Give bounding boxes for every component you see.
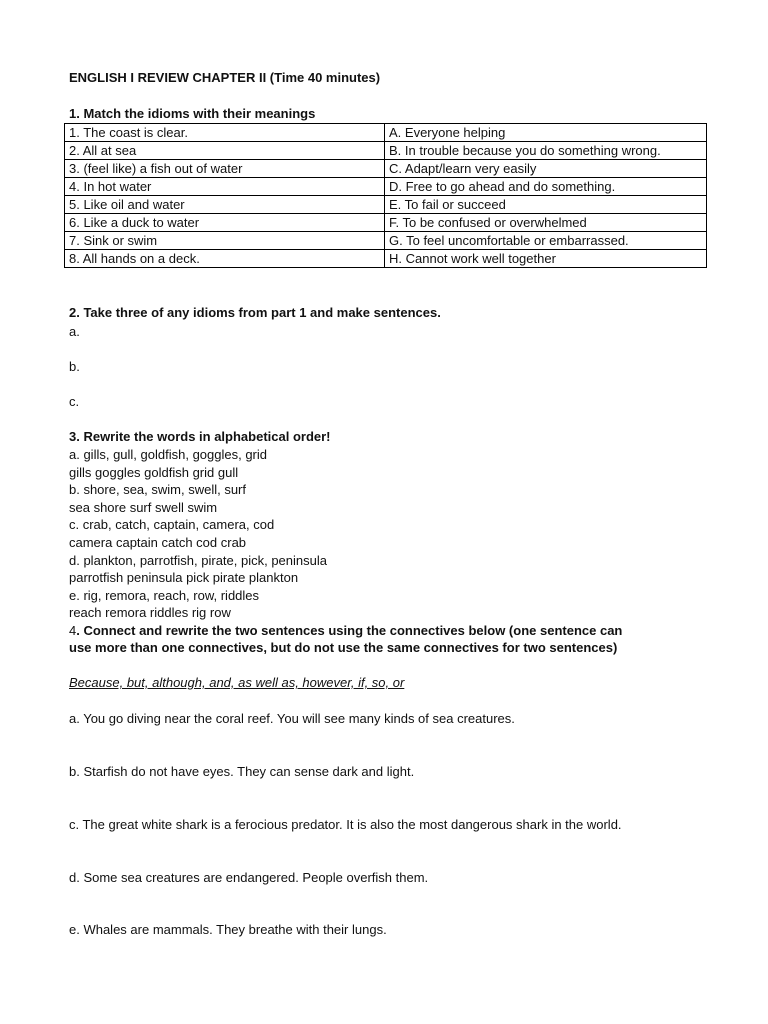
- section3-line: parrotfish peninsula pick pirate plankton: [69, 570, 299, 585]
- table-row: [65, 124, 707, 142]
- section3-line: c. crab, catch, captain, camera, cod: [69, 517, 275, 532]
- idiom-cell: 8. All hands on a deck.: [65, 250, 385, 268]
- section3-heading: 3. Rewrite the words in alphabetical order!: [69, 429, 331, 444]
- section3-line: gills goggles goldfish grid gull: [69, 465, 239, 480]
- page-title: ENGLISH I REVIEW CHAPTER II (Time 40 minutes): [69, 70, 381, 85]
- section2-answer-b: b.: [69, 359, 80, 374]
- section4-item-a: a. You go diving near the coral reef. You will see many kinds of sea creatures.: [69, 711, 515, 726]
- section4-heading-text: . Connect and rewrite the two sentences using the connectives below (one sentence can: [76, 623, 623, 638]
- section4-item-b: b. Starfish do not have eyes. They can sense dark and light.: [69, 764, 415, 779]
- section1-heading: 1. Match the idioms with their meanings: [69, 106, 316, 121]
- section3-line: camera captain catch cod crab: [69, 535, 247, 550]
- meaning-cell: E. To fail or succeed: [385, 196, 707, 214]
- table-row: [65, 142, 707, 160]
- section4-item-e: e. Whales are mammals. They breathe with their lungs.: [69, 922, 387, 937]
- meaning-cell: F. To be confused or overwhelmed: [385, 214, 707, 232]
- idiom-cell: 1. The coast is clear.: [65, 124, 385, 142]
- section3-line: reach remora riddles rig row: [69, 605, 231, 620]
- meaning-cell: H. Cannot work well together: [385, 250, 707, 268]
- section2-heading: 2. Take three of any idioms from part 1 and make sentences.: [69, 305, 441, 320]
- section4-number: 4: [69, 623, 77, 638]
- meaning-cell: C. Adapt/learn very easily: [385, 160, 707, 178]
- table-row: [65, 232, 707, 250]
- section3-line: e. rig, remora, reach, row, riddles: [69, 588, 260, 603]
- meaning-cell: D. Free to go ahead and do something.: [385, 178, 707, 196]
- section3-line: d. plankton, parrotfish, pirate, pick, peninsula: [69, 553, 327, 568]
- table-row: [65, 178, 707, 196]
- section3-line: b. shore, sea, swim, swell, surf: [69, 482, 246, 497]
- idioms-table: [64, 123, 707, 268]
- meaning-cell: A. Everyone helping: [385, 124, 707, 142]
- idiom-cell: 6. Like a duck to water: [65, 214, 385, 232]
- section2-answer-a: a.: [69, 324, 80, 339]
- connectives-list: Because, but, although, and, as well as, however, if, so, or: [69, 675, 405, 690]
- section4-item-d: d. Some sea creatures are endangered. People overfish them.: [69, 870, 429, 885]
- table-row: [65, 250, 707, 268]
- idiom-cell: 4. In hot water: [65, 178, 385, 196]
- table-row: [65, 160, 707, 178]
- section3-line: sea shore surf swell swim: [69, 500, 218, 515]
- section4-heading-line2: use more than one connectives, but do not use the same connectives for two sentences): [69, 640, 618, 655]
- section2-answer-c: c.: [69, 394, 80, 409]
- section4-item-c: c. The great white shark is a ferocious predator. It is also the most dangerous shark in the world.: [69, 817, 622, 832]
- section4-heading-line1: [69, 623, 622, 638]
- meaning-cell: G. To feel uncomfortable or embarrassed.: [385, 232, 707, 250]
- section3-line: a. gills, gull, goldfish, goggles, grid: [69, 447, 268, 462]
- idiom-cell: 2. All at sea: [65, 142, 385, 160]
- idiom-cell: 7. Sink or swim: [65, 232, 385, 250]
- idiom-cell: 3. (feel like) a fish out of water: [65, 160, 385, 178]
- idiom-cell: 5. Like oil and water: [65, 196, 385, 214]
- table-row: [65, 196, 707, 214]
- table-row: [65, 214, 707, 232]
- meaning-cell: B. In trouble because you do something wrong.: [385, 142, 707, 160]
